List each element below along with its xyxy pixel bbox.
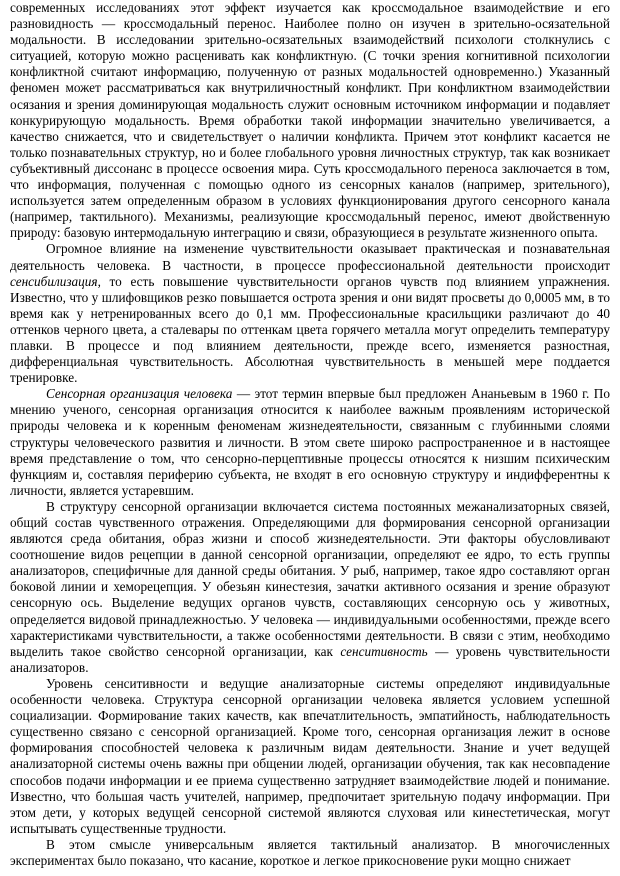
italic-term: сенситивность xyxy=(340,643,428,659)
paragraph xyxy=(10,386,610,499)
paragraph xyxy=(10,676,610,837)
paragraph xyxy=(10,0,610,241)
text-body xyxy=(10,0,610,869)
text-run: , то есть повышение чувствительности органов чувств под влиянием упражнения. Известно, что у шлифовщиков резко повышается острота зрения и они видят просветы до 0,0005 мм, в то время как у нетренированных всего до 0,1 мм. Профессиональные красильщики различают до 40 оттенков черного цвета, а сталевары по оттенкам цвета горячего металла могут определить температуру плавки. В процессе и под влиянием деятельности, прежде всего, изменяется разностная, дифференциальная чувствительность. Абсолютная чувствительность в меньшей мере поддается тренировке. xyxy=(10,273,610,386)
italic-term: Сенсорная организация человека xyxy=(46,386,233,402)
text-run: В этом смысле универсальным является тактильный анализатор. В многочисленных экспериментах было показано, что касание, короткое и легкое прикосновение руки мощно снижает xyxy=(10,836,610,868)
paragraph xyxy=(10,837,610,869)
paragraph xyxy=(10,241,610,386)
paragraph xyxy=(10,499,610,676)
text-run: современных исследованиях этот эффект изучается как кроссмодальное взаимодействие и его разновидность — кроссмодальный перенос. Наиболее полно он изучен в зрительно-осязательной модальности. В исследовании зрительно-осязательных взаимодействий психологи столкнулись с ситуацией, которую можно расценивать как конфликтную. (С точки зрения когнитивной психологии конфликтной считают информацию, полученную от разных модальностей одновременно.) Указанный феномен может рассматриваться как внутриличностный конфликт. При конфликтном взаимодействии осязания и зрения доминирующая модальность служит основным источником информации и подавляет конкурирующую модальность. Время обработки такой информации значительно увеличивается, а качество снижается, что и свидетельствует о наличии конфликта. Причем этот конфликт касается не только познавательных структур, но и более глобального уровня личностных структур, так как возникает субъективный диссонанс в процессе освоения мира. Суть кроссмодального переноса заключается в том, что информация, полученная с помощью одного из сенсорных каналов (например, зрительного), используется затем определенным образом в условиях функционирования другого сенсорного канала (например, тактильного). Механизмы, реализующие кроссмодальный перенос, имеют двойственную природу: базовую интермодальную интеграцию и связи, образующиеся в результате жизненного опыта. xyxy=(10,0,610,241)
text-run: В структуру сенсорной организации включается система постоянных межанализаторных связей, общий состав чувственного отражения. Определяющими для формирования сенсорной организации являются среда обитания, образ жизни и способ жизнедеятельности. Эти факторы обусловливают соотношение видов рецепции в данной сенсорной организации, определяют ее ядро, то есть группы анализаторов, специфичные для данной среды обитания. У рыб, например, такое ядро составляют орган боковой линии и хеморецепция. У обезьян кинестезия, зачатки активного осязания и зрение образуют сенсорную ось. Выделение ведущих органов чувств, составляющих сенсорную ось у животных, определяется видовой принадлежностью. У человека — индивидуальными особенностями, прежде всего характеристиками чувствительности, а также особенностями деятельности. В связи с этим, необходимо выделить такое свойство сенсорной организации, как xyxy=(10,498,610,659)
text-run: Уровень сенситивности и ведущие анализаторные системы определяют индивидуальные особенности человека. Структура сенсорной организации человека является условием успешной социализации. Формирование таких качеств, как впечатлительность, эмпатийность, наблюдательность существенно связано с сенсорной организацией. Кроме того, сенсорная организация лежит в основе формирования способностей человека к различным видам деятельности. Знание и учет ведущей анализаторной системы очень важны при общении людей, организации обучения, так как несовпадение способов подачи информации и ее приема существенно затрудняет взаимодействие людей и понимание. Известно, что большая часть учителей, например, предпочитает зрительную подачу информации. При этом дети, у которых ведущей сенсорной системой являются слуховая или кинестетическая, могут испытывать существенные трудности. xyxy=(10,675,610,836)
italic-term: сенсибилизация xyxy=(10,273,98,289)
text-run: — этот термин впервые был предложен Ананьевым в 1960 г. По мнению ученого, сенсорная организация относится к наиболее важным проявлениям исторической природы человека и к коренным феноменам жизнедеятельности, связанным с глубинными слоями структуры человеческого развития и личности. В этом свете широко распространенное и в настоящее время представление о том, что сенсорно-перцептивные процессы относятся к низшим психическим функциям и, составляя периферию субъекта, не входят в его основную структуру и индифферентны к личности, является устаревшим. xyxy=(10,386,610,498)
text-run: — уровень чувствительности анализаторов. xyxy=(10,643,610,675)
text-run: Огромное влияние на изменение чувствительности оказывает практическая и познавательная деятельность человека. В частности, в процессе профессиональной деятельности происходит xyxy=(10,241,610,273)
